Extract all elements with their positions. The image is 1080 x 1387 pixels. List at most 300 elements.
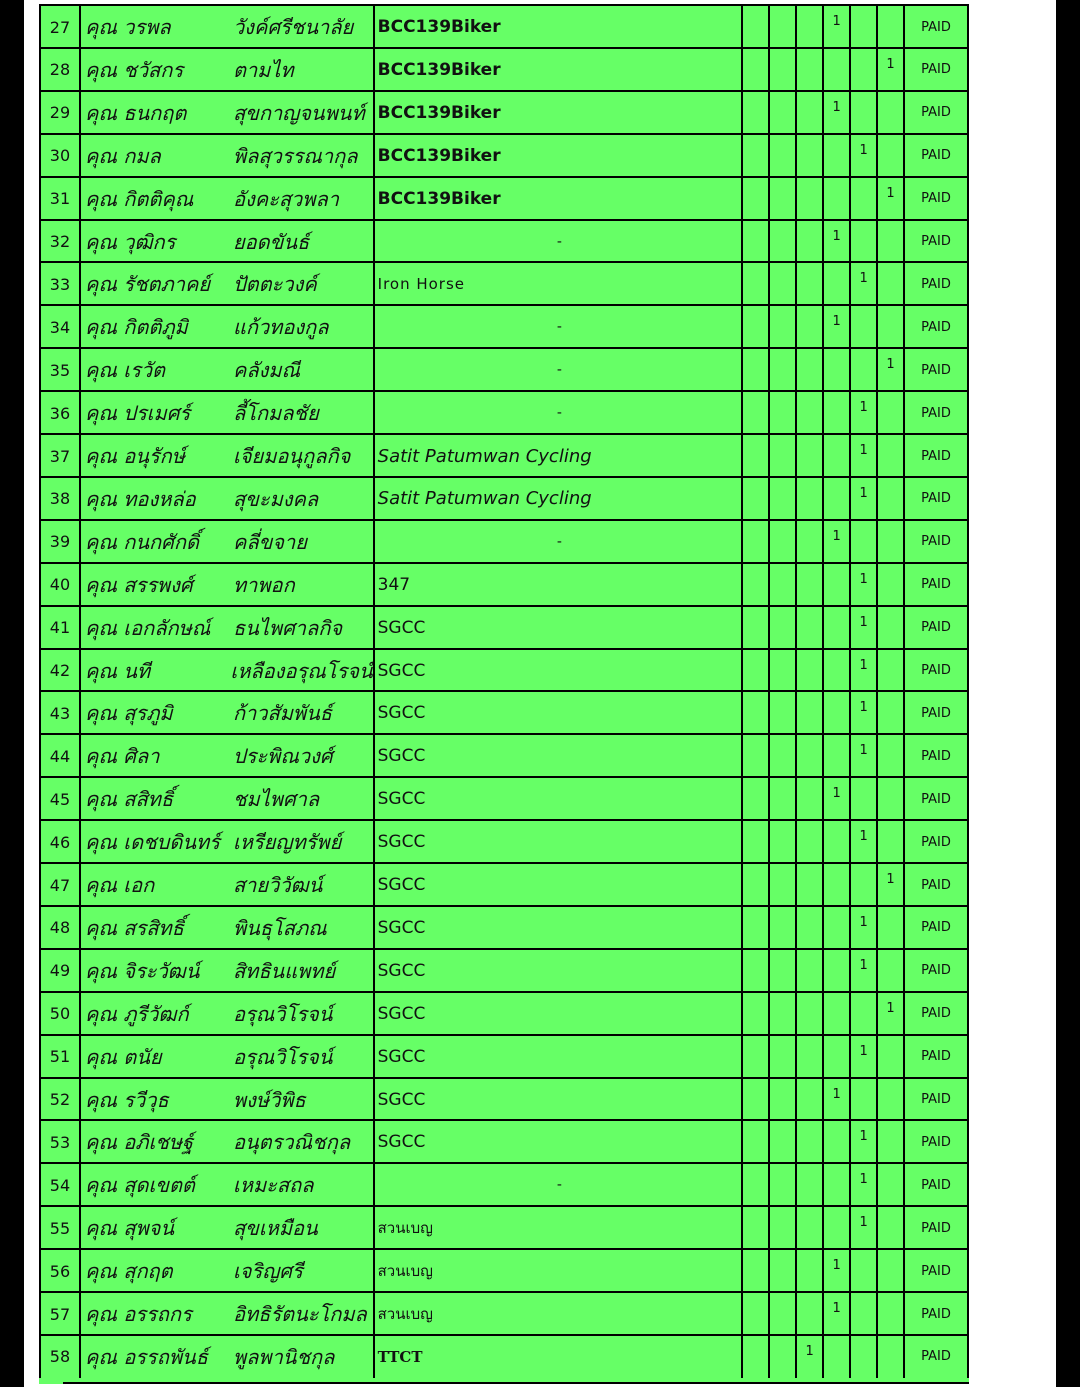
first-name: คุณ ปรเมศร์ xyxy=(84,401,191,426)
row-number: 52 xyxy=(39,1079,79,1121)
table-row xyxy=(39,648,969,692)
first-name: คุณ วุฒิกร xyxy=(84,229,176,254)
first-name: คุณ เรวัต xyxy=(84,358,166,383)
team-name: SGCC xyxy=(373,993,742,1035)
category-cell xyxy=(822,607,849,649)
category-cell xyxy=(768,778,795,820)
category-cell xyxy=(822,650,849,692)
team-name: BCC139Biker xyxy=(373,178,742,220)
category-cell xyxy=(768,864,795,906)
row-number: 42 xyxy=(39,650,79,692)
payment-status: PAID xyxy=(903,1036,969,1078)
category-cell: 1 xyxy=(876,864,903,906)
category-cell xyxy=(741,221,768,263)
category-cell: 1 xyxy=(849,1164,876,1206)
category-cell: 1 xyxy=(849,735,876,777)
payment-status: PAID xyxy=(903,1207,969,1249)
team-name: Satit Patumwan Cycling xyxy=(373,435,742,477)
last-name: อรุณวิโรจน์ xyxy=(232,1044,333,1069)
row-number: 37 xyxy=(39,435,79,477)
category-cell xyxy=(822,135,849,177)
category-cell xyxy=(849,221,876,263)
category-cell xyxy=(795,907,822,949)
category-cell xyxy=(795,607,822,649)
category-cell xyxy=(795,778,822,820)
first-name: คุณ ธนกฤต xyxy=(84,100,187,125)
table-row xyxy=(39,47,969,91)
category-cell xyxy=(768,1121,795,1163)
category-cell xyxy=(768,1079,795,1121)
category-cell xyxy=(768,1036,795,1078)
category-cell xyxy=(768,821,795,863)
table-row xyxy=(39,519,969,563)
category-cell xyxy=(741,349,768,391)
payment-status: PAID xyxy=(903,907,969,949)
category-cell: 1 xyxy=(849,607,876,649)
participant-name xyxy=(79,1121,373,1163)
payment-status: PAID xyxy=(903,692,969,734)
category-cell: 1 xyxy=(849,907,876,949)
category-cell: 1 xyxy=(822,521,849,563)
first-name: คุณ กมล xyxy=(84,143,161,168)
category-cell xyxy=(849,778,876,820)
first-name: คุณ ภูรีวัฒก์ xyxy=(84,1001,189,1026)
category-cell xyxy=(795,735,822,777)
category-cell: 1 xyxy=(849,263,876,305)
category-cell xyxy=(768,1336,795,1378)
team-name: TTCT xyxy=(373,1336,742,1378)
table-row xyxy=(39,1034,969,1078)
team-name: - xyxy=(373,392,742,434)
category-cell xyxy=(795,478,822,520)
category-cell xyxy=(768,993,795,1035)
first-name: คุณ เดชบดินทร์ xyxy=(84,830,220,855)
category-cell xyxy=(795,392,822,434)
table-row xyxy=(39,862,969,906)
payment-status: PAID xyxy=(903,1079,969,1121)
last-name: ลี้โกมลชัย xyxy=(232,401,319,426)
category-cell xyxy=(741,178,768,220)
team-name: - xyxy=(373,306,742,348)
category-cell: 1 xyxy=(876,178,903,220)
team-name: สวนเบญ xyxy=(373,1207,742,1249)
category-cell xyxy=(768,564,795,606)
row-number: 27 xyxy=(39,6,79,48)
payment-status: PAID xyxy=(903,1293,969,1335)
table-row xyxy=(39,905,969,949)
category-cell xyxy=(795,564,822,606)
category-cell xyxy=(795,1121,822,1163)
last-name: แก้วทองกูล xyxy=(232,315,329,340)
row-number: 29 xyxy=(39,92,79,134)
first-name: คุณ เอก xyxy=(84,873,155,897)
category-cell: 1 xyxy=(876,349,903,391)
participant-name xyxy=(79,1336,373,1378)
category-cell xyxy=(741,1250,768,1292)
category-cell xyxy=(768,49,795,91)
category-cell xyxy=(795,864,822,906)
row-number: 46 xyxy=(39,821,79,863)
category-cell xyxy=(795,650,822,692)
category-cell xyxy=(741,564,768,606)
last-name: เจียมอนุกูลกิจ xyxy=(232,444,351,468)
category-cell xyxy=(876,435,903,477)
team-name: - xyxy=(373,521,742,563)
participant-name xyxy=(79,178,373,220)
category-cell xyxy=(822,1336,849,1378)
table-row xyxy=(39,1077,969,1121)
last-name: ประพิณวงศ์ xyxy=(232,744,333,769)
first-name: คุณ ชวัสกร xyxy=(84,57,184,82)
category-cell xyxy=(822,392,849,434)
category-cell xyxy=(768,607,795,649)
payment-status: PAID xyxy=(903,864,969,906)
table-row xyxy=(39,304,969,348)
team-name: BCC139Biker xyxy=(373,135,742,177)
table-row xyxy=(39,733,969,777)
first-name: คุณ อนุรักษ์ xyxy=(84,444,185,468)
team-name: SGCC xyxy=(373,950,742,992)
category-cell xyxy=(876,521,903,563)
category-cell xyxy=(768,435,795,477)
last-name: ชมไพศาล xyxy=(232,787,320,812)
participant-name xyxy=(79,692,373,734)
category-cell xyxy=(795,349,822,391)
first-name: คุณ สุรภูมิ xyxy=(84,701,173,726)
team-name: SGCC xyxy=(373,650,742,692)
table-row xyxy=(39,90,969,134)
category-cell xyxy=(876,1121,903,1163)
participant-name xyxy=(79,49,373,91)
category-cell xyxy=(822,692,849,734)
table-row xyxy=(39,133,969,177)
table-row xyxy=(39,390,969,434)
participant-name xyxy=(79,1250,373,1292)
category-cell: 1 xyxy=(822,1250,849,1292)
category-cell: 1 xyxy=(849,564,876,606)
category-cell xyxy=(849,92,876,134)
category-cell xyxy=(849,6,876,48)
participant-name xyxy=(79,650,373,692)
row-number: 44 xyxy=(39,735,79,777)
first-name: คุณ สสิทธิ์ xyxy=(84,787,174,812)
category-cell xyxy=(849,306,876,348)
participant-name xyxy=(79,6,373,48)
first-name: คุณ รัชตภาคย์ xyxy=(84,272,211,297)
last-name: ธนไพศาลกิจ xyxy=(232,615,343,640)
category-cell xyxy=(795,92,822,134)
payment-status: PAID xyxy=(903,349,969,391)
category-cell xyxy=(876,1036,903,1078)
category-cell xyxy=(795,1293,822,1335)
category-cell xyxy=(795,6,822,48)
participant-name xyxy=(79,1036,373,1078)
category-cell xyxy=(876,778,903,820)
participant-name xyxy=(79,950,373,992)
category-cell xyxy=(768,263,795,305)
table-row xyxy=(39,1291,969,1335)
participant-name xyxy=(79,1207,373,1249)
category-cell xyxy=(741,735,768,777)
payment-status: PAID xyxy=(903,1121,969,1163)
category-cell xyxy=(795,1164,822,1206)
category-cell xyxy=(876,650,903,692)
category-cell xyxy=(876,221,903,263)
last-name: พูลพานิชกุล xyxy=(232,1344,335,1369)
category-cell xyxy=(876,1207,903,1249)
category-cell xyxy=(849,349,876,391)
last-name: เหลืองอรุณโรจน์ xyxy=(230,658,373,683)
category-cell xyxy=(795,993,822,1035)
row-number: 51 xyxy=(39,1036,79,1078)
table-row xyxy=(39,1119,969,1163)
row-number: 35 xyxy=(39,349,79,391)
participant-name xyxy=(79,821,373,863)
payment-status: PAID xyxy=(903,1336,969,1378)
category-cell xyxy=(822,864,849,906)
category-cell xyxy=(795,692,822,734)
participant-name xyxy=(79,778,373,820)
category-cell xyxy=(876,907,903,949)
participant-name xyxy=(79,263,373,305)
table-row xyxy=(39,261,969,305)
payment-status: PAID xyxy=(903,607,969,649)
last-name: สุขะมงคล xyxy=(232,486,319,511)
last-name: เจริญศรี xyxy=(232,1259,303,1284)
category-cell xyxy=(822,907,849,949)
category-cell xyxy=(741,778,768,820)
category-cell xyxy=(741,650,768,692)
first-name: คุณ จิระวัฒน์ xyxy=(84,958,200,983)
category-cell xyxy=(822,821,849,863)
last-name: ตามไท xyxy=(232,57,294,82)
category-cell xyxy=(768,521,795,563)
category-cell xyxy=(768,306,795,348)
category-cell xyxy=(822,349,849,391)
payment-status: PAID xyxy=(903,821,969,863)
category-cell xyxy=(768,950,795,992)
category-cell: 1 xyxy=(849,692,876,734)
last-name: สุขเหมือน xyxy=(232,1216,318,1241)
category-cell xyxy=(876,306,903,348)
last-name: ทาพอก xyxy=(232,572,295,597)
last-name: เหมะสถล xyxy=(232,1173,314,1198)
participant-name xyxy=(79,92,373,134)
payment-status: PAID xyxy=(903,135,969,177)
last-name: สายวิวัฒน์ xyxy=(232,873,323,897)
category-cell xyxy=(741,49,768,91)
category-cell xyxy=(876,564,903,606)
row-number: 57 xyxy=(39,1293,79,1335)
first-name: คุณ อภิเชษฐ์ xyxy=(84,1130,194,1155)
participant-name xyxy=(79,1293,373,1335)
row-number: 45 xyxy=(39,778,79,820)
category-cell xyxy=(768,392,795,434)
first-name: คุณ สุพจน์ xyxy=(84,1216,175,1241)
category-cell xyxy=(795,135,822,177)
team-name: Satit Patumwan Cycling xyxy=(373,478,742,520)
table-row xyxy=(39,4,969,48)
category-cell xyxy=(741,478,768,520)
team-name: SGCC xyxy=(373,907,742,949)
category-cell xyxy=(741,1036,768,1078)
category-cell: 1 xyxy=(849,1121,876,1163)
first-name: คุณ รวีวุธ xyxy=(84,1087,169,1112)
row-number: 32 xyxy=(39,221,79,263)
category-cell xyxy=(741,1164,768,1206)
category-cell xyxy=(741,1207,768,1249)
payment-status: PAID xyxy=(903,306,969,348)
category-cell xyxy=(795,263,822,305)
category-cell xyxy=(849,1079,876,1121)
table-row xyxy=(39,776,969,820)
team-name: สวนเบญ xyxy=(373,1250,742,1292)
first-name: คุณ วรพล xyxy=(84,15,171,39)
category-cell xyxy=(768,478,795,520)
payment-status: PAID xyxy=(903,735,969,777)
payment-status: PAID xyxy=(903,221,969,263)
first-name: คุณ อรรถพันธ์ xyxy=(84,1344,208,1369)
category-cell xyxy=(768,1207,795,1249)
table-row xyxy=(39,991,969,1035)
category-cell xyxy=(876,478,903,520)
first-name: คุณ เอกลักษณ์ xyxy=(84,615,211,640)
table-row xyxy=(39,819,969,863)
category-cell xyxy=(876,1336,903,1378)
category-cell xyxy=(822,435,849,477)
last-name: คลังมณี xyxy=(232,358,301,383)
row-number: 41 xyxy=(39,607,79,649)
participant-name xyxy=(79,564,373,606)
category-cell xyxy=(849,864,876,906)
row-number: 31 xyxy=(39,178,79,220)
table-bottom-border xyxy=(63,1382,969,1384)
payment-status: PAID xyxy=(903,478,969,520)
category-cell xyxy=(822,993,849,1035)
category-cell xyxy=(795,521,822,563)
table-row xyxy=(39,1334,969,1378)
team-name: SGCC xyxy=(373,1121,742,1163)
category-cell xyxy=(822,263,849,305)
category-cell xyxy=(795,1036,822,1078)
category-cell xyxy=(768,221,795,263)
category-cell xyxy=(795,1250,822,1292)
table-row xyxy=(39,690,969,734)
category-cell xyxy=(741,92,768,134)
last-name: อังคะสุวพลา xyxy=(232,186,339,211)
table-row xyxy=(39,347,969,391)
team-name: SGCC xyxy=(373,735,742,777)
participant-name xyxy=(79,135,373,177)
last-name: ปัตตะวงค์ xyxy=(232,272,317,297)
category-cell: 1 xyxy=(849,1207,876,1249)
category-cell xyxy=(849,1250,876,1292)
category-cell xyxy=(876,263,903,305)
payment-status: PAID xyxy=(903,49,969,91)
team-name: SGCC xyxy=(373,607,742,649)
category-cell xyxy=(795,306,822,348)
last-name: อรุณวิโรจน์ xyxy=(232,1001,333,1026)
row-number: 54 xyxy=(39,1164,79,1206)
first-name: คุณ อรรถกร xyxy=(84,1302,192,1326)
category-cell xyxy=(822,478,849,520)
participant-name xyxy=(79,907,373,949)
category-cell: 1 xyxy=(849,478,876,520)
category-cell xyxy=(876,1250,903,1292)
category-cell xyxy=(768,1250,795,1292)
category-cell xyxy=(876,607,903,649)
category-cell xyxy=(822,1164,849,1206)
table-row xyxy=(39,1162,969,1206)
category-cell xyxy=(768,349,795,391)
category-cell xyxy=(795,221,822,263)
category-cell xyxy=(876,950,903,992)
team-name: SGCC xyxy=(373,692,742,734)
category-cell xyxy=(849,521,876,563)
row-number: 28 xyxy=(39,49,79,91)
participant-name xyxy=(79,735,373,777)
first-name: คุณ สรรพงศ์ xyxy=(84,572,193,597)
category-cell xyxy=(741,392,768,434)
table-row xyxy=(39,433,969,477)
payment-status: PAID xyxy=(903,263,969,305)
category-cell xyxy=(795,1207,822,1249)
last-name: พินธุโสภณ xyxy=(232,915,327,940)
payment-status: PAID xyxy=(903,392,969,434)
row-number: 36 xyxy=(39,392,79,434)
row-number: 53 xyxy=(39,1121,79,1163)
row-number: 38 xyxy=(39,478,79,520)
table-row xyxy=(39,476,969,520)
category-cell xyxy=(768,692,795,734)
participant-name xyxy=(79,478,373,520)
category-cell xyxy=(876,135,903,177)
team-name: SGCC xyxy=(373,821,742,863)
category-cell xyxy=(741,1336,768,1378)
team-name: - xyxy=(373,221,742,263)
category-cell xyxy=(876,1079,903,1121)
team-name: SGCC xyxy=(373,864,742,906)
category-cell xyxy=(741,263,768,305)
category-cell xyxy=(741,1079,768,1121)
team-name: SGCC xyxy=(373,1079,742,1121)
category-cell xyxy=(795,178,822,220)
participant-name xyxy=(79,993,373,1035)
payment-status: PAID xyxy=(903,6,969,48)
participant-name xyxy=(79,521,373,563)
category-cell: 1 xyxy=(849,1036,876,1078)
first-name: คุณ ศิลา xyxy=(84,744,160,769)
payment-status: PAID xyxy=(903,778,969,820)
category-cell xyxy=(795,950,822,992)
category-cell xyxy=(768,735,795,777)
last-name: สุขกาญจนพนท์ xyxy=(232,100,365,125)
category-cell: 1 xyxy=(822,92,849,134)
category-cell: 1 xyxy=(822,306,849,348)
category-cell xyxy=(849,178,876,220)
team-name: BCC139Biker xyxy=(373,92,742,134)
category-cell: 1 xyxy=(822,1293,849,1335)
team-name: - xyxy=(373,349,742,391)
category-cell: 1 xyxy=(822,6,849,48)
category-cell xyxy=(822,735,849,777)
table-row xyxy=(39,1248,969,1292)
table-row xyxy=(39,948,969,992)
row-number: 48 xyxy=(39,907,79,949)
team-name: BCC139Biker xyxy=(373,6,742,48)
category-cell xyxy=(795,435,822,477)
category-cell: 1 xyxy=(822,221,849,263)
